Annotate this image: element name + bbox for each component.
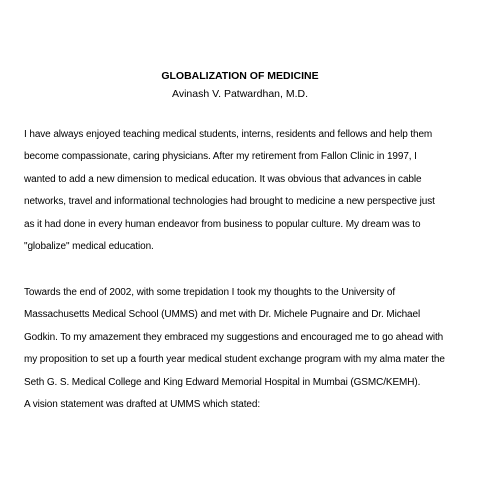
text-line: A vision statement was drafted at UMMS which stated:: [24, 399, 261, 411]
paragraph-1: [24, 124, 474, 258]
text-line: I have always enjoyed teaching medical students, interns, residents and fellows and help them: [24, 129, 433, 140]
text-line: as it had done in every human endeavor from business to popular culture. My dream was to: [24, 218, 421, 230]
text-line: Godkin. To my amazement they embraced my suggestions and encouraged me to go ahead with: [24, 331, 444, 343]
text-line: Seth G. S. Medical College and King Edward Memorial Hospital in Mumbai (GSMC/KEMH).: [24, 376, 421, 388]
text-line: my proposition to set up a fourth year medical student exchange program with my alma mater the: [24, 354, 445, 366]
paragraph-2: [24, 282, 474, 416]
text-line: wanted to add a new dimension to medical education. It was obvious that advances in cable: [24, 173, 422, 185]
document-author: Avinash V. Patwardhan, M.D.: [172, 88, 308, 100]
text-line: Massachusetts Medical School (UMMS) and met with Dr. Michele Pugnaire and Dr. Michael: [24, 309, 421, 321]
text-line: Towards the end of 2002, with some trepidation I took my thoughts to the University of: [24, 287, 396, 298]
text-line: "globalize" medical education.: [24, 241, 154, 253]
document-title: GLOBALIZATION OF MEDICINE: [161, 70, 319, 82]
text-line: networks, travel and informational technologies had brought to medicine a new perspective just: [24, 196, 435, 208]
text-line: become compassionate, caring physicians. After my retirement from Fallon Clinic in 1997, I: [24, 151, 417, 163]
